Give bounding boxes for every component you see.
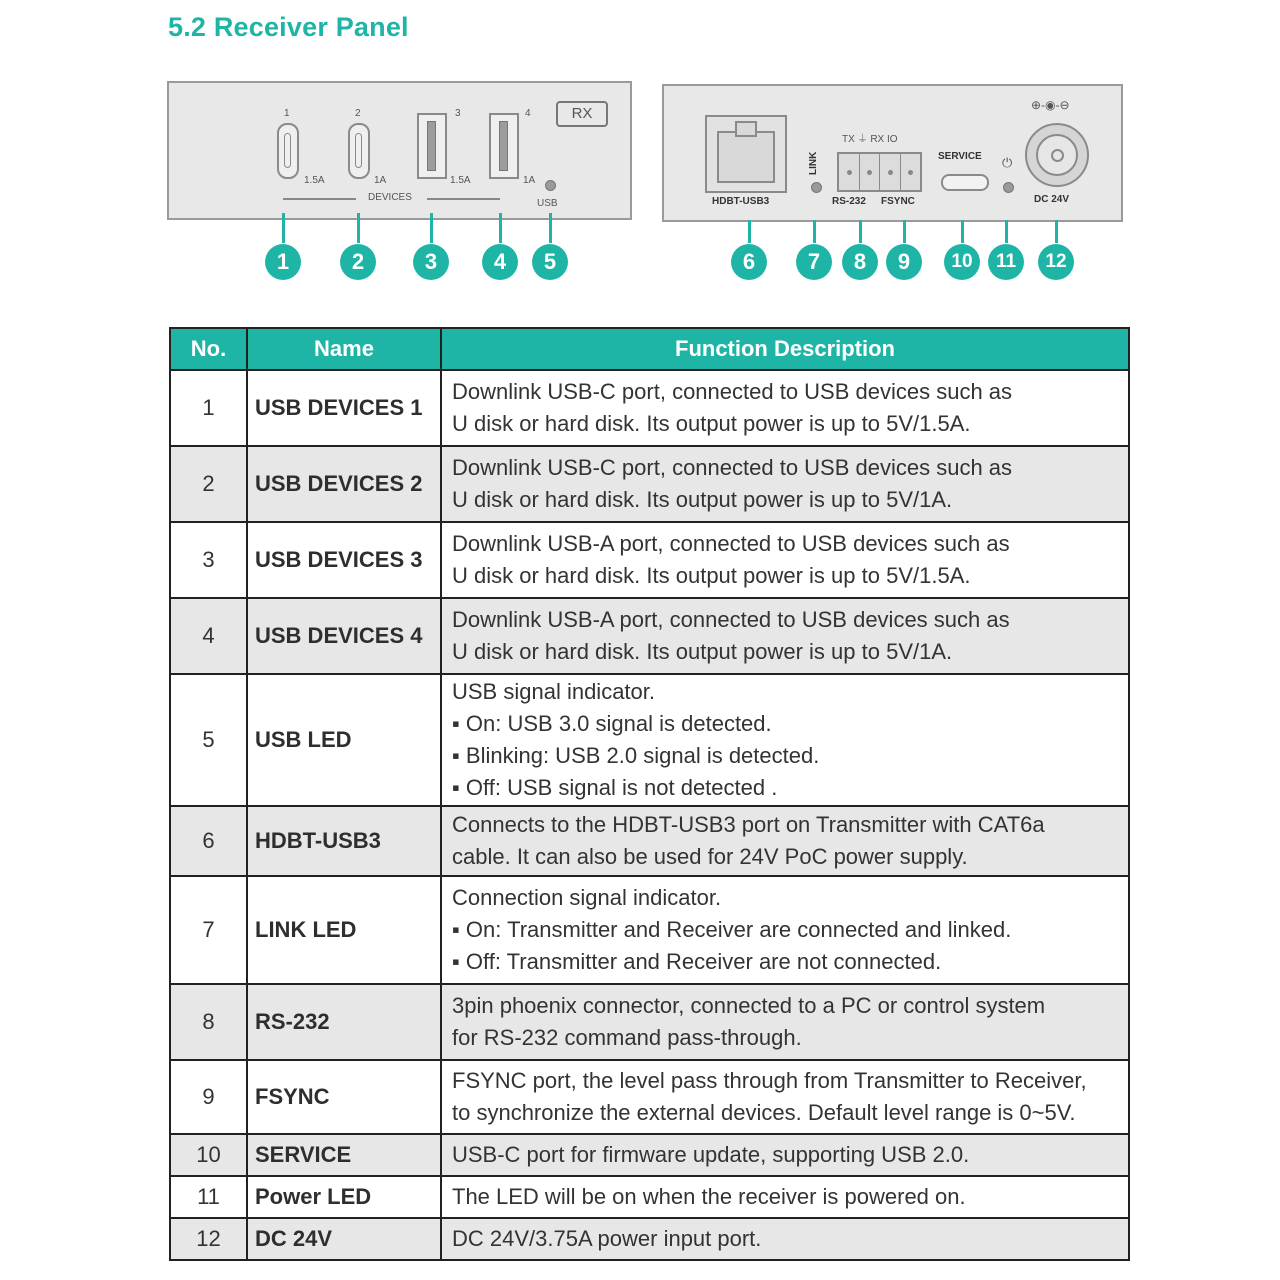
header-name: Name	[247, 328, 441, 370]
table-header-row	[170, 328, 1129, 370]
usb-c-port-1-icon	[277, 123, 299, 179]
row-name: USB DEVICES 3	[247, 522, 441, 598]
polarity-icon: ⊕-◉-⊖	[1031, 98, 1070, 112]
callout-11: 11	[988, 244, 1024, 280]
description-line: FSYNC port, the level pass through from Transmitter to Receiver,	[452, 1068, 1087, 1093]
row-description	[441, 674, 1129, 806]
row-description	[441, 522, 1129, 598]
description-line: ▪ Blinking: USB 2.0 signal is detected.	[452, 743, 820, 768]
description-line: U disk or hard disk. Its output power is up to 5V/1A.	[452, 487, 953, 512]
callout-leader-2	[357, 213, 360, 243]
row-name: SERVICE	[247, 1134, 441, 1176]
callout-leader-9	[903, 220, 906, 243]
description-line: Downlink USB-C port, connected to USB devices such as	[452, 455, 1013, 480]
rj45-port-icon	[705, 115, 787, 193]
callout-1: 1	[265, 244, 301, 280]
row-name: FSYNC	[247, 1060, 441, 1134]
description-line: ▪ Off: USB signal is not detected .	[452, 775, 778, 800]
description-line: The LED will be on when the receiver is powered on.	[452, 1184, 966, 1209]
description-line: U disk or hard disk. Its output power is up to 5V/1A.	[452, 639, 953, 664]
description-line: ▪ On: Transmitter and Receiver are connected and linked.	[452, 917, 1012, 942]
description-line: Downlink USB-C port, connected to USB devices such as	[452, 379, 1013, 404]
usb-label: USB	[537, 198, 558, 209]
description-line: U disk or hard disk. Its output power is up to 5V/1.5A.	[452, 563, 971, 588]
row-description	[441, 984, 1129, 1060]
description-line: to synchronize the external devices. Default level range is 0~5V.	[452, 1100, 1076, 1125]
table-row	[170, 1218, 1129, 1260]
dc-label: DC 24V	[1034, 194, 1070, 205]
service-usb-c-port-icon	[941, 174, 989, 191]
callout-7: 7	[796, 244, 832, 280]
port-number-4: 4	[525, 108, 531, 119]
callout-12: 12	[1038, 244, 1074, 280]
description-line: U disk or hard disk. Its output power is up to 5V/1.5A.	[452, 411, 971, 436]
row-name: USB DEVICES 1	[247, 370, 441, 446]
row-name: RS-232	[247, 984, 441, 1060]
port-rating-2: 1A	[374, 175, 387, 186]
table-row	[170, 598, 1129, 674]
row-number: 12	[170, 1218, 247, 1260]
phoenix-pin-labels: TX ⏚ RX IO	[842, 134, 898, 145]
port-rating-4: 1A	[523, 175, 536, 186]
callout-leader-5	[549, 213, 552, 243]
row-name: HDBT-USB3	[247, 806, 441, 876]
hdbt-label: HDBT-USB3	[712, 196, 770, 207]
description-line: USB-C port for firmware update, supporting USB 2.0.	[452, 1142, 970, 1167]
callout-5: 5	[532, 244, 568, 280]
callout-8: 8	[842, 244, 878, 280]
row-description	[441, 876, 1129, 984]
header-no: No.	[170, 328, 247, 370]
row-description	[441, 1060, 1129, 1134]
description-line: cable. It can also be used for 24V PoC power supply.	[452, 844, 968, 869]
row-number: 2	[170, 446, 247, 522]
rs232-label: RS-232	[832, 196, 866, 207]
table-row	[170, 446, 1129, 522]
callout-leader-11	[1005, 220, 1008, 243]
port-number-2: 2	[355, 108, 361, 119]
description-line: Downlink USB-A port, connected to USB devices such as	[452, 531, 1010, 556]
link-label: LINK	[808, 151, 819, 175]
table-row	[170, 1060, 1129, 1134]
callout-2: 2	[340, 244, 376, 280]
usb-led-icon	[545, 180, 556, 191]
row-number: 5	[170, 674, 247, 806]
callout-3: 3	[413, 244, 449, 280]
row-name: LINK LED	[247, 876, 441, 984]
row-number: 8	[170, 984, 247, 1060]
function-table	[169, 327, 1130, 1261]
phoenix-connector-icon	[837, 152, 922, 192]
callout-leader-8	[859, 220, 862, 243]
callout-leader-4	[499, 213, 502, 243]
table-row	[170, 522, 1129, 598]
service-label: SERVICE	[938, 151, 982, 162]
callout-6: 6	[731, 244, 767, 280]
row-number: 7	[170, 876, 247, 984]
row-description	[441, 598, 1129, 674]
callout-leader-7	[813, 220, 816, 243]
row-description	[441, 1218, 1129, 1260]
table-row	[170, 1134, 1129, 1176]
link-led-icon	[811, 182, 822, 193]
port-rating-3: 1.5A	[450, 175, 471, 186]
row-name: DC 24V	[247, 1218, 441, 1260]
description-line: ▪ On: USB 3.0 signal is detected.	[452, 711, 772, 736]
devices-label: DEVICES	[368, 192, 412, 203]
usb-a-port-4-icon	[489, 113, 519, 179]
table-row	[170, 370, 1129, 446]
row-number: 11	[170, 1176, 247, 1218]
row-name: Power LED	[247, 1176, 441, 1218]
table-row	[170, 806, 1129, 876]
callout-leader-12	[1055, 220, 1058, 243]
row-name: USB LED	[247, 674, 441, 806]
section-title: 5.2 Receiver Panel	[168, 12, 409, 42]
row-number: 10	[170, 1134, 247, 1176]
usb-a-port-3-icon	[417, 113, 447, 179]
rx-badge: RX	[556, 101, 608, 127]
row-name: USB DEVICES 4	[247, 598, 441, 674]
dc-jack-icon	[1025, 123, 1089, 187]
callout-9: 9	[886, 244, 922, 280]
callout-leader-1	[282, 213, 285, 243]
row-number: 3	[170, 522, 247, 598]
row-number: 6	[170, 806, 247, 876]
row-description	[441, 1134, 1129, 1176]
row-description	[441, 446, 1129, 522]
description-line: 3pin phoenix connector, connected to a PC or control system	[452, 993, 1046, 1018]
table-row	[170, 984, 1129, 1060]
description-line: DC 24V/3.75A power input port.	[452, 1226, 762, 1251]
row-description	[441, 370, 1129, 446]
callout-leader-10	[961, 220, 964, 243]
description-line: Connection signal indicator.	[452, 885, 722, 910]
port-number-3: 3	[455, 108, 461, 119]
table-row	[170, 674, 1129, 806]
power-led-icon	[1003, 182, 1014, 193]
fsync-label: FSYNC	[881, 196, 915, 207]
row-description	[441, 1176, 1129, 1218]
table-row	[170, 1176, 1129, 1218]
callout-leader-3	[430, 213, 433, 243]
header-description: Function Description	[441, 328, 1129, 370]
row-number: 9	[170, 1060, 247, 1134]
row-name: USB DEVICES 2	[247, 446, 441, 522]
callout-leader-6	[748, 220, 751, 243]
power-icon: ⏻	[1002, 155, 1013, 170]
port-number-1: 1	[284, 108, 290, 119]
devices-bracket-right	[427, 198, 500, 200]
callout-4: 4	[482, 244, 518, 280]
description-line: for RS-232 command pass-through.	[452, 1025, 802, 1050]
description-line: ▪ Off: Transmitter and Receiver are not connected.	[452, 949, 942, 974]
row-description	[441, 806, 1129, 876]
description-line: Downlink USB-A port, connected to USB devices such as	[452, 607, 1010, 632]
port-rating-1: 1.5A	[304, 175, 325, 186]
description-line: Connects to the HDBT-USB3 port on Transmitter with CAT6a	[452, 812, 1045, 837]
row-number: 4	[170, 598, 247, 674]
description-line: USB signal indicator.	[452, 679, 655, 704]
callout-10: 10	[944, 244, 980, 280]
table-row	[170, 876, 1129, 984]
usb-c-port-2-icon	[348, 123, 370, 179]
devices-bracket-left	[283, 198, 356, 200]
row-number: 1	[170, 370, 247, 446]
